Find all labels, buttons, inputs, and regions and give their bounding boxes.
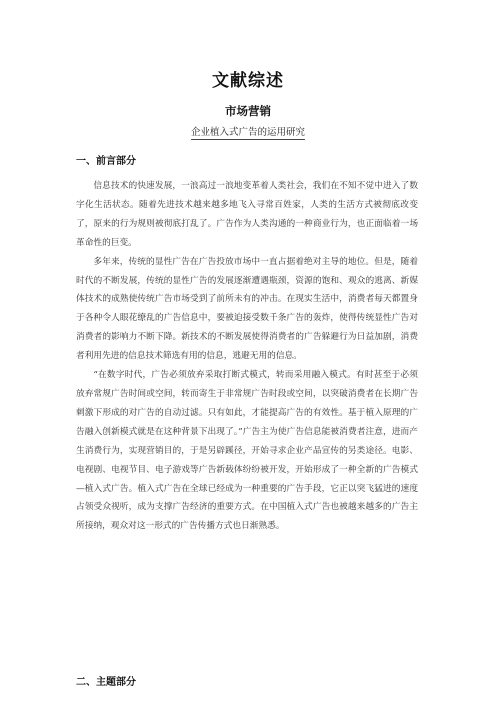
- document-topic: [0, 124, 496, 138]
- topic-text: 企业植入式广告的运用研究: [190, 127, 305, 138]
- document-title: 文献综述: [212, 71, 284, 91]
- document-subtitle: 市场营销: [225, 104, 271, 118]
- paragraph: “在数字时代，广告必须放弃采取打断式模式，转而采用融入模式。有时甚至于必须放弃常规广告时间或空间，转而寄生于非常规广告时段或空间，以突破消费者在长期广告刺激下形成的对广告的自动过滤。只有如此，才能提高广告的有效性。基于植入原理的广告融入创新模式就是在这种背景下出现了。”广告主为使广告信息能被消费者注意，进而产生消费行为，实现营销目的，于是另辟蹊径，开始寻求企业产品宣传的另类途径。电影、电视剧、电视节目、电子游戏等广告新载体纷纷被开发，开始形成了一种全新的广告模式—植入式广告。植入式广告在全球已经成为一种重要的广告手段，它正以突飞猛进的速度占领受众视听，成为支撑广告经济的重要方式。在中国植入式广告也被越来越多的广告主所接纳，观众对这一形式的广告传播方式也日渐熟悉。: [76, 370, 418, 532]
- paragraph: 多年来，传统的显性广告在广告投放市场中一直占据着绝对主导的地位。但是，随着时代的不断发展，传统的显性广告的发展逐渐遭遇瓶颈，资源的饱和、观众的逃离、新媒体技术的成熟使传统广告市场受到了前所未有的冲击。在现实生活中，消费者每天都置身于各种令人眼花缭乱的广告信息中，要被迫接受数千条广告的轰炸，使得传统显性广告对消费者的影响力不断下降。新技术的不断发展使得消费者的广告躲避行为日益加剧，消费者利用先进的信息技术筛选有用的信息，逃避无用的信息。: [76, 256, 418, 362]
- section-heading-main: 二、主题部分: [76, 677, 136, 688]
- paragraph: 信息技术的快速发展，一浪高过一浪地变革着人类社会，我们在不知不觉中进入了数字化生活状态。随着先进技术越来越多地飞入寻常百姓家，人类的生活方式被彻底改变了，原来的行为规则被彻底打乱了。广告作为人类沟通的一种商业行为，也正面临着一场革命性的巨变。: [76, 181, 418, 248]
- section-heading-preface: 一、前言部分: [76, 156, 136, 167]
- document-body: [76, 177, 418, 536]
